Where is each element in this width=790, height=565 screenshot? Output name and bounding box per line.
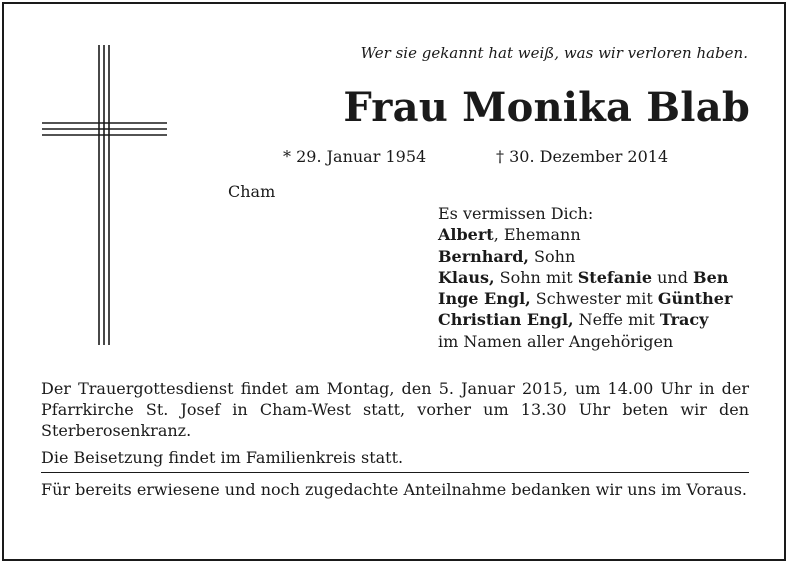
service-text: Der Trauergottesdienst findet am Montag, den 5. Januar 2015, um 14.00 Uhr in der Pfarrkirche St. Josef in Cham-West statt, vorher um 13.30 Uhr beten wir den Sterberosenkranz. — [41, 379, 749, 440]
deceased-name: Frau Monika Blab — [343, 84, 750, 131]
death-date: † 30. Dezember 2014 — [496, 147, 669, 166]
mourner-line: Inge Engl, Schwester mit Günther — [438, 289, 733, 309]
burial-text: Die Beisetzung findet im Familienkreis statt. — [41, 448, 404, 467]
mourners-closing: im Namen aller Angehörigen — [438, 331, 674, 351]
thanks-text: Für bereits erwiesene und noch zugedachte Anteilnahme bedanken wir uns im Voraus. — [41, 480, 748, 499]
motto: Wer sie gekannt hat weiß, was wir verloren haben. — [360, 44, 748, 62]
place: Cham — [228, 182, 276, 201]
mourners-intro: Es vermissen Dich: — [438, 204, 594, 223]
mourner-line: Bernhard, Sohn — [438, 246, 576, 266]
mourner-line: Christian Engl, Neffe mit Tracy — [438, 310, 709, 330]
birth-date: * 29. Januar 1954 — [283, 147, 427, 166]
cross-icon — [0, 0, 200, 360]
divider — [41, 472, 749, 473]
mourner-line: Klaus, Sohn mit Stefanie und Ben — [438, 267, 729, 287]
mourners-block — [438, 203, 768, 352]
mourner-line: Albert, Ehemann — [438, 225, 581, 245]
notice-body — [41, 378, 749, 500]
